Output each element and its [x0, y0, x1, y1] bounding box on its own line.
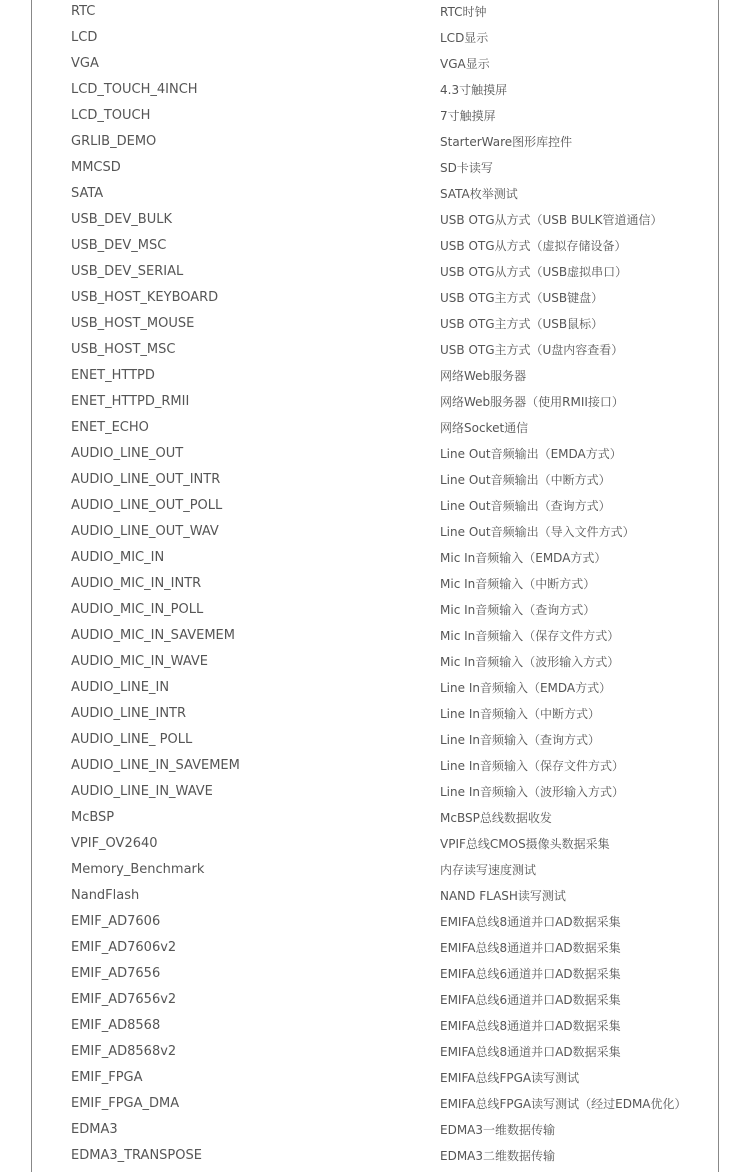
table-row [0, 1065, 750, 1091]
example-name: ENET_ECHO [71, 420, 149, 435]
example-name: ENET_HTTPD [71, 368, 155, 383]
example-name: AUDIO_LINE_OUT_POLL [71, 498, 223, 513]
example-name: ENET_HTTPD_RMII [71, 394, 190, 409]
example-description: 4.3寸触摸屏 [440, 83, 508, 97]
example-description: EMIFA总线FPGA读写测试（经过EDMA优化） [440, 1097, 687, 1111]
example-name: AUDIO_LINE_IN [71, 680, 170, 695]
example-description: Line In音频输入（中断方式） [440, 707, 600, 721]
table-row [0, 857, 750, 883]
example-description: Line In音频输入（保存文件方式） [440, 759, 624, 773]
table-row [0, 441, 750, 467]
table-row [0, 753, 750, 779]
example-name: Memory_Benchmark [71, 862, 205, 877]
example-name: AUDIO_MIC_IN_POLL [71, 602, 204, 617]
example-description: EMIFA总线8通道并口AD数据采集 [440, 915, 621, 929]
example-name: AUDIO_LINE_IN_SAVEMEM [71, 758, 240, 773]
example-description: SATA枚举测试 [440, 187, 518, 201]
example-name: AUDIO_LINE_IN_WAVE [71, 784, 213, 799]
example-name: VGA [71, 56, 99, 71]
table-row [0, 909, 750, 935]
example-name: EMIF_AD7606v2 [71, 940, 177, 955]
example-description: Line Out音频输出（查询方式） [440, 499, 611, 513]
table-row [0, 77, 750, 103]
table-row [0, 779, 750, 805]
table-row [0, 623, 750, 649]
example-description: SD卡读写 [440, 161, 493, 175]
example-description: VGA显示 [440, 57, 490, 71]
example-name: McBSP [71, 810, 115, 825]
example-description: USB OTG从方式（虚拟存储设备） [440, 239, 627, 253]
example-description: EMIFA总线6通道并口AD数据采集 [440, 993, 621, 1007]
table-row [0, 519, 750, 545]
example-name: AUDIO_LINE_INTR [71, 706, 187, 721]
example-description: USB OTG主方式（U盘内容查看） [440, 343, 624, 357]
table-row [0, 727, 750, 753]
example-name: USB_DEV_BULK [71, 212, 173, 227]
table-row [0, 571, 750, 597]
example-name: RTC [71, 4, 96, 19]
example-description: EMIFA总线8通道并口AD数据采集 [440, 1019, 621, 1033]
table-row [0, 493, 750, 519]
example-description: USB OTG从方式（USB BULK管道通信） [440, 213, 663, 227]
example-description: Mic In音频输入（EMDA方式） [440, 551, 607, 565]
example-name: AUDIO_MIC_IN_WAVE [71, 654, 208, 669]
example-name: AUDIO_MIC_IN_INTR [71, 576, 202, 591]
example-name: AUDIO_LINE_OUT [71, 446, 184, 461]
example-name: NandFlash [71, 888, 140, 903]
example-name: EMIF_AD7656v2 [71, 992, 177, 1007]
example-name: USB_HOST_MOUSE [71, 316, 195, 331]
table-row [0, 1091, 750, 1117]
example-description: 网络Socket通信 [440, 421, 529, 435]
table-row [0, 155, 750, 181]
example-description: EMIFA总线6通道并口AD数据采集 [440, 967, 621, 981]
example-description: StarterWare图形库控件 [440, 135, 573, 149]
table-row [0, 311, 750, 337]
table-row [0, 831, 750, 857]
table-row [0, 25, 750, 51]
table-row [0, 701, 750, 727]
example-name: EDMA3 [71, 1122, 118, 1137]
table-row [0, 285, 750, 311]
example-description: 网络Web服务器 [440, 369, 527, 383]
example-name: LCD_TOUCH [71, 108, 151, 123]
table-row [0, 181, 750, 207]
example-name: LCD_TOUCH_4INCH [71, 82, 198, 97]
example-description: 网络Web服务器（使用RMII接口） [440, 395, 624, 409]
example-description: Line In音频输入（波形输入方式） [440, 785, 624, 799]
table-row [0, 545, 750, 571]
table-row [0, 675, 750, 701]
example-description: USB OTG主方式（USB键盘） [440, 291, 604, 305]
table-row [0, 935, 750, 961]
example-name: USB_HOST_KEYBOARD [71, 290, 219, 305]
example-name: AUDIO_MIC_IN_SAVEMEM [71, 628, 235, 643]
example-name: EMIF_AD7606 [71, 914, 161, 929]
example-name: USB_DEV_MSC [71, 238, 167, 253]
table-row [0, 0, 750, 25]
example-description: 7寸触摸屏 [440, 109, 496, 123]
table-row [0, 337, 750, 363]
example-description: LCD显示 [440, 31, 489, 45]
example-name: SATA [71, 186, 104, 201]
table-row [0, 415, 750, 441]
example-description: RTC时钟 [440, 5, 487, 19]
example-description: Mic In音频输入（中断方式） [440, 577, 596, 591]
example-description: EMIFA总线FPGA读写测试 [440, 1071, 580, 1085]
example-name: AUDIO_LINE_OUT_INTR [71, 472, 221, 487]
example-description: 内存读写速度测试 [440, 863, 537, 877]
example-name: AUDIO_MIC_IN [71, 550, 165, 565]
table-row [0, 1039, 750, 1065]
example-description: Mic In音频输入（保存文件方式） [440, 629, 620, 643]
example-name: MMCSD [71, 160, 121, 175]
example-name: EMIF_AD8568v2 [71, 1044, 177, 1059]
table-row [0, 233, 750, 259]
table-row [0, 363, 750, 389]
example-description: Line In音频输入（EMDA方式） [440, 681, 612, 695]
example-name: EMIF_AD7656 [71, 966, 161, 981]
table-row [0, 987, 750, 1013]
example-description: EMIFA总线8通道并口AD数据采集 [440, 1045, 621, 1059]
example-name: EMIF_AD8568 [71, 1018, 161, 1033]
table-row [0, 467, 750, 493]
example-description: VPIF总线CMOS摄像头数据采集 [440, 837, 610, 851]
example-name: USB_DEV_SERIAL [71, 264, 184, 279]
table-row [0, 597, 750, 623]
table-row [0, 1013, 750, 1039]
example-description: Line Out音频输出（中断方式） [440, 473, 611, 487]
example-name: USB_HOST_MSC [71, 342, 176, 357]
example-name: EMIF_FPGA [71, 1070, 143, 1085]
table-row [0, 129, 750, 155]
example-name: AUDIO_LINE_OUT_WAV [71, 524, 219, 539]
example-description: NAND FLASH读写测试 [440, 889, 566, 903]
example-description: Line Out音频输出（EMDA方式） [440, 447, 622, 461]
example-description: Mic In音频输入（查询方式） [440, 603, 596, 617]
example-description: USB OTG主方式（USB鼠标） [440, 317, 604, 331]
example-description: EDMA3二维数据传输 [440, 1149, 556, 1163]
example-description: USB OTG从方式（USB虚拟串口） [440, 265, 628, 279]
example-description: EMIFA总线8通道并口AD数据采集 [440, 941, 621, 955]
example-description: Line In音频输入（查询方式） [440, 733, 600, 747]
example-description: McBSP总线数据收发 [440, 811, 552, 825]
table-row [0, 1143, 750, 1169]
example-description: Line Out音频输出（导入文件方式） [440, 525, 635, 539]
example-name: GRLIB_DEMO [71, 134, 157, 149]
table-row [0, 389, 750, 415]
table-row [0, 805, 750, 831]
table-row [0, 259, 750, 285]
example-name: LCD [71, 30, 98, 45]
table-row [0, 649, 750, 675]
example-name: EMIF_FPGA_DMA [71, 1096, 180, 1111]
table-row [0, 51, 750, 77]
example-name: VPIF_OV2640 [71, 836, 158, 851]
example-name: EDMA3_TRANSPOSE [71, 1148, 202, 1163]
table-row [0, 1117, 750, 1143]
example-name: AUDIO_LINE_ POLL [71, 732, 193, 747]
table-row [0, 103, 750, 129]
table-row [0, 883, 750, 909]
table-row [0, 961, 750, 987]
example-description: Mic In音频输入（波形输入方式） [440, 655, 620, 669]
table-row [0, 207, 750, 233]
example-description: EDMA3一维数据传输 [440, 1123, 556, 1137]
